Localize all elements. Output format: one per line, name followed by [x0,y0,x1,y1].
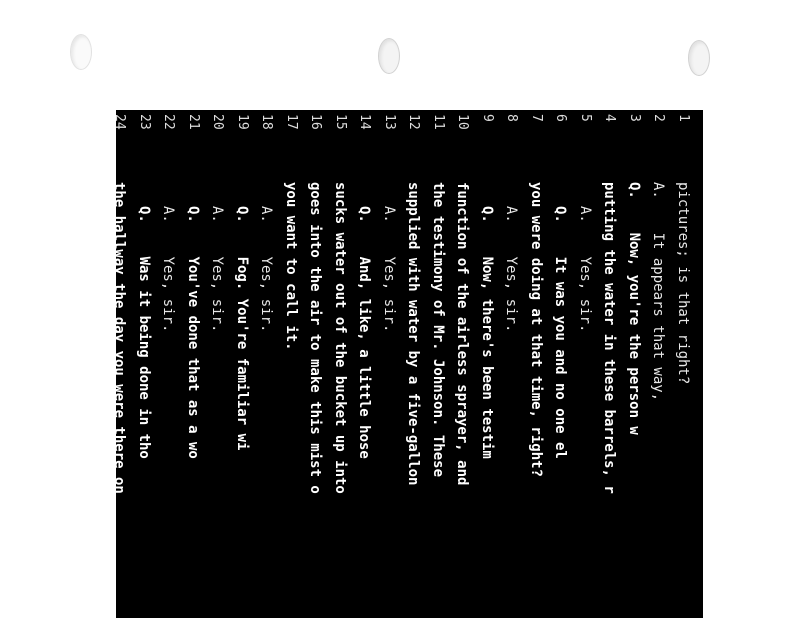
line-number: 6 [553,114,569,122]
line-number: 2 [651,114,667,122]
line-number: 18 [259,114,275,130]
transcript-page [111,110,703,618]
line-text: you were doing at that time, right? [528,182,544,478]
line-number: 7 [529,114,544,122]
line-text: A. Yes, sir. [503,206,520,333]
line-number: 8 [504,114,520,122]
binder-hole-right [688,40,710,76]
line-text: sucks water out of the bucket up into [332,182,348,494]
line-text: Q. And, like, a little hose [356,206,373,459]
line-number: 5 [578,114,593,122]
line-text: Q. Now, you're the person w [626,182,642,435]
line-number: 20 [210,114,226,130]
line-number: 10 [455,114,471,130]
line-number: 21 [186,114,201,130]
line-number: 9 [480,114,495,122]
line-number: 1 [676,114,691,122]
line-text: pictures; is that right? [675,182,691,385]
line-number: 19 [235,114,250,130]
line-number: 11 [431,114,446,130]
line-text: A. Yes, sir. [209,206,226,333]
line-text: goes into the air to make this mist o [307,182,324,494]
line-number: 12 [406,114,422,130]
line-number: 4 [602,114,618,122]
line-text: the testimony of Mr. Johnson. These [430,182,446,478]
line-number: 23 [137,114,152,130]
line-text: supplied with water by a five-gallon [405,182,422,486]
line-number: 15 [333,114,348,130]
line-number: 16 [308,114,324,130]
line-text: Q. It was you and no one el [552,206,569,459]
line-number: 14 [357,114,373,130]
binder-hole-left [70,34,92,70]
line-text: function of the airless sprayer, and [454,182,471,486]
line-text: Q. You've done that as a wo [185,206,201,459]
line-number: 17 [284,114,299,130]
line-text: the hallway the day you were there on [111,182,128,494]
line-number: 22 [161,114,177,130]
line-text: putting the water in these barrels, r [601,182,618,494]
line-text: A. Yes, sir. [160,206,177,333]
line-text: A. Yes, sir. [258,206,275,333]
line-number: 24 [112,114,128,130]
line-text: you want to call it. [283,182,299,351]
line-number: 3 [627,114,642,122]
line-text: Q. Was it being done in tho [136,206,152,459]
line-text: A. Yes, sir. [381,206,397,333]
line-number: 13 [382,114,397,130]
transcript-sheet-rotated [111,110,703,618]
line-text: A. It appears that way, [650,182,667,410]
binder-hole-center [378,38,400,74]
line-text: Q. Fog. You're familiar wi [234,206,250,451]
line-text: Q. Now, there's been testim [479,206,495,459]
line-text: A. Yes, sir. [577,206,593,333]
